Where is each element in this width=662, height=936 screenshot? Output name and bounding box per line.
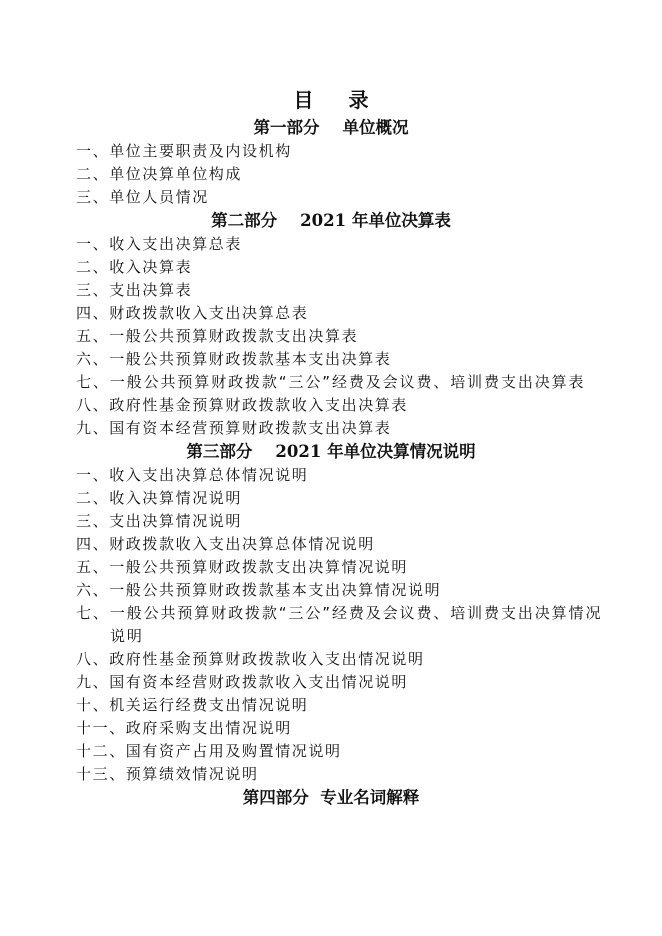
toc-entry: 五、一般公共预算财政拨款支出决算表 bbox=[76, 327, 359, 345]
part-3-heading: 第三部分 2021 年单位决算情况说明 bbox=[186, 442, 476, 461]
table-of-contents bbox=[76, 116, 606, 810]
toc-entry: 三、单位人员情况 bbox=[76, 188, 209, 206]
toc-entry: 七、一般公共预算财政拨款“三公”经费及会议费、培训费支出决算情况说明 bbox=[76, 604, 603, 645]
toc-entry: 九、国有资本经营预算财政拨款支出决算表 bbox=[76, 419, 392, 437]
toc-entry: 三、支出决算表 bbox=[76, 281, 193, 299]
page-title: 目 录 bbox=[293, 88, 383, 112]
toc-entry: 一、收入支出决算总表 bbox=[76, 235, 243, 253]
toc-entry: 二、单位决算单位构成 bbox=[76, 165, 243, 183]
toc-entry: 二、收入决算表 bbox=[76, 258, 193, 276]
toc-entry: 八、政府性基金预算财政拨款收入支出决算表 bbox=[76, 396, 409, 414]
part-2-heading: 第二部分 2021 年单位决算表 bbox=[211, 211, 451, 230]
toc-entry: 十三、预算绩效情况说明 bbox=[76, 765, 259, 783]
toc-entry: 一、单位主要职责及内设机构 bbox=[76, 142, 292, 160]
toc-entry: 十二、国有资产占用及购置情况说明 bbox=[76, 742, 342, 760]
toc-entry: 五、一般公共预算财政拨款支出决算情况说明 bbox=[76, 558, 409, 576]
toc-entry: 十、机关运行经费支出情况说明 bbox=[76, 696, 309, 714]
toc-entry: 二、收入决算情况说明 bbox=[76, 489, 243, 507]
toc-entry: 七、一般公共预算财政拨款“三公”经费及会议费、培训费支出决算表 bbox=[76, 373, 586, 391]
toc-entry: 六、一般公共预算财政拨款基本支出决算表 bbox=[76, 350, 392, 368]
toc-entry: 九、国有资本经营财政拨款收入支出情况说明 bbox=[76, 673, 409, 691]
toc-entry: 四、财政拨款收入支出决算总表 bbox=[76, 304, 309, 322]
toc-entry: 一、收入支出决算总体情况说明 bbox=[76, 466, 309, 484]
toc-entry: 八、政府性基金预算财政拨款收入支出情况说明 bbox=[76, 650, 425, 668]
toc-entry: 四、财政拨款收入支出决算总体情况说明 bbox=[76, 535, 375, 553]
part-4-heading: 第四部分 专业名词解释 bbox=[242, 788, 420, 807]
toc-entry: 十一、政府采购支出情况说明 bbox=[76, 719, 292, 737]
part-1-heading: 第一部分 单位概况 bbox=[253, 118, 409, 137]
toc-entry: 三、支出决算情况说明 bbox=[76, 512, 243, 530]
toc-entry: 六、一般公共预算财政拨款基本支出决算情况说明 bbox=[76, 581, 442, 599]
